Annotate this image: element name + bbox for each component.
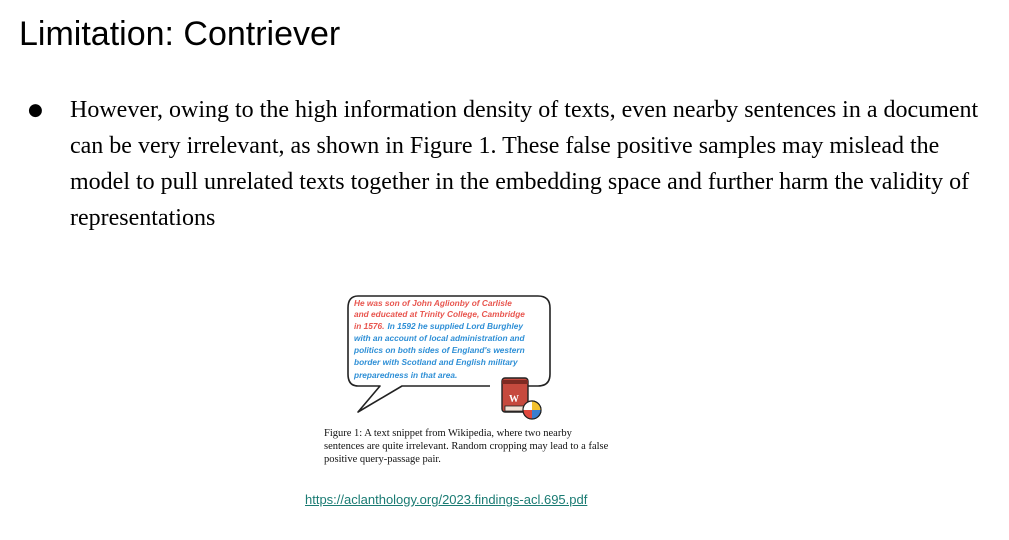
snippet-red-line-3: in 1576. <box>354 321 385 331</box>
figure-illustration <box>340 294 555 424</box>
slide-title: Limitation: Contriever <box>19 15 341 53</box>
bullet-item <box>28 92 988 236</box>
snippet-blue-line-4: preparedness in that area. <box>354 370 458 380</box>
snippet-mixed-line <box>354 321 523 331</box>
book-letter: W <box>509 394 519 405</box>
snippet-blue-first: In 1592 he supplied Lord Burghley <box>387 321 523 331</box>
snippet-blue-line-2: politics on both sides of England's western <box>354 345 525 355</box>
snippet-blue-line-3: border with Scotland and English military <box>354 357 518 367</box>
snippet-blue-line-1: with an account of local administration and <box>354 333 525 343</box>
snippet-red-line-2: and educated at Trinity College, Cambridge <box>354 309 525 319</box>
bullet-dot-icon: ● <box>28 100 43 120</box>
figure-caption: Figure 1: A text snippet from Wikipedia, where two nearby sentences are quite irrelevant. Random cropping may lead to a false positive query-passage pair. <box>324 428 609 465</box>
source-link[interactable]: https://aclanthology.org/2023.findings-acl.695.pdf <box>305 492 588 507</box>
snippet-red-line-1: He was son of John Aglionby of Carlisle <box>354 298 512 308</box>
puzzle-globe-icon <box>523 401 541 419</box>
bullet-text: However, owing to the high information density of texts, even nearby sentences in a document can be very irrelevant, as shown in Figure 1. These false positive samples may mislead the model to pull unrelated texts together in the embedding space and further harm the validity of representations <box>70 97 979 231</box>
bullet-list <box>28 92 988 236</box>
